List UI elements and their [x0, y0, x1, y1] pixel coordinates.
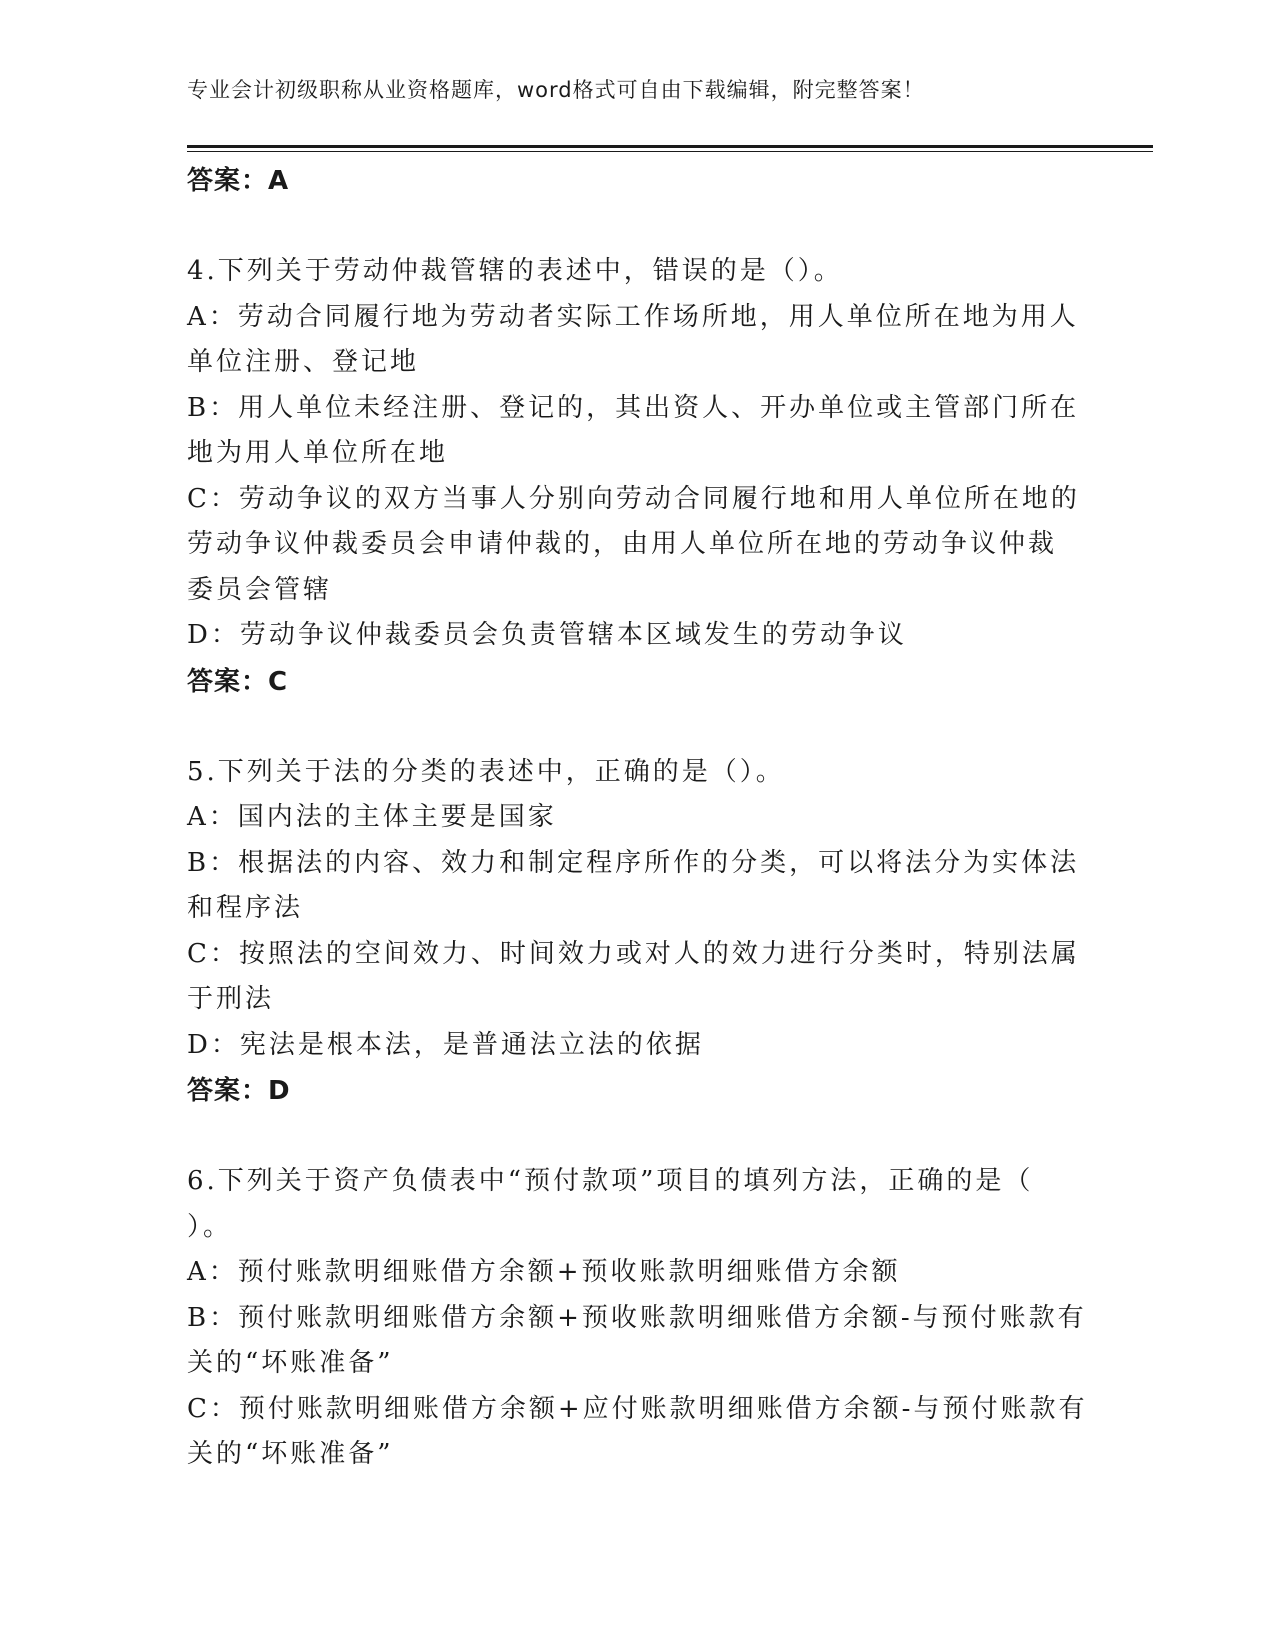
spacer	[187, 1114, 1087, 1159]
question-stem: ）。	[187, 1211, 233, 1242]
option-line: 地为用人单位所在地	[187, 438, 449, 468]
option-line: A：预付账款明细账借方余额+预收账款明细账借方余额	[187, 1257, 901, 1287]
option-line: A：国内法的主体主要是国家	[187, 802, 557, 832]
answer-line: 答案：D	[187, 1076, 291, 1106]
question-stem: 6.下列关于资产负债表中“预付款项”项目的填列方法，正确的是（	[187, 1166, 1034, 1196]
page-header: 专业会计初级职称从业资格题库，word格式可自由下载编辑，附完整答案！	[187, 78, 925, 102]
option-line: 和程序法	[187, 893, 304, 923]
option-line: 单位注册、登记地	[187, 347, 420, 377]
option-line: B：用人单位未经注册、登记的，其出资人、开办单位或主管部门所在	[187, 392, 1080, 423]
option-line: A：劳动合同履行地为劳动者实际工作场所地，用人单位所在地为用人	[187, 301, 1079, 332]
option-line: 于刑法	[187, 984, 275, 1014]
header-rule-thin	[187, 151, 1153, 152]
document-body	[187, 158, 1087, 1478]
option-line: 劳动争议仲裁委员会申请仲裁的，由用人单位所在地的劳动争议仲裁	[187, 529, 1058, 559]
answer-line: 答案：C	[187, 666, 289, 697]
spacer	[187, 204, 1087, 249]
option-line: 关的“坏账准备”	[187, 1439, 394, 1469]
option-line: B：预付账款明细账借方余额+预收账款明细账借方余额-与预付账款有	[187, 1302, 1087, 1333]
answer-line: 答案：A	[187, 166, 290, 196]
option-line: 委员会管辖	[187, 574, 333, 605]
option-line: C：劳动争议的双方当事人分别向劳动合同履行地和用人单位所在地的	[187, 483, 1080, 514]
option-line: C：按照法的空间效力、时间效力或对人的效力进行分类时，特别法属	[187, 938, 1080, 969]
question-stem: 5.下列关于法的分类的表述中，正确的是（）。	[187, 756, 785, 787]
option-line: D：劳动争议仲裁委员会负责管辖本区域发生的劳动争议	[187, 620, 907, 650]
header-rule-thick	[187, 145, 1153, 148]
option-line: D：宪法是根本法，是普通法立法的依据	[187, 1029, 704, 1060]
option-line: C：预付账款明细账借方余额+应付账款明细账借方余额-与预付账款有	[187, 1393, 1088, 1424]
option-line: B：根据法的内容、效力和制定程序所作的分类，可以将法分为实体法	[187, 847, 1080, 878]
spacer	[187, 705, 1087, 750]
option-line: 关的“坏账准备”	[187, 1348, 394, 1378]
question-stem: 4.下列关于劳动仲裁管辖的表述中，错误的是（）。	[187, 256, 843, 286]
